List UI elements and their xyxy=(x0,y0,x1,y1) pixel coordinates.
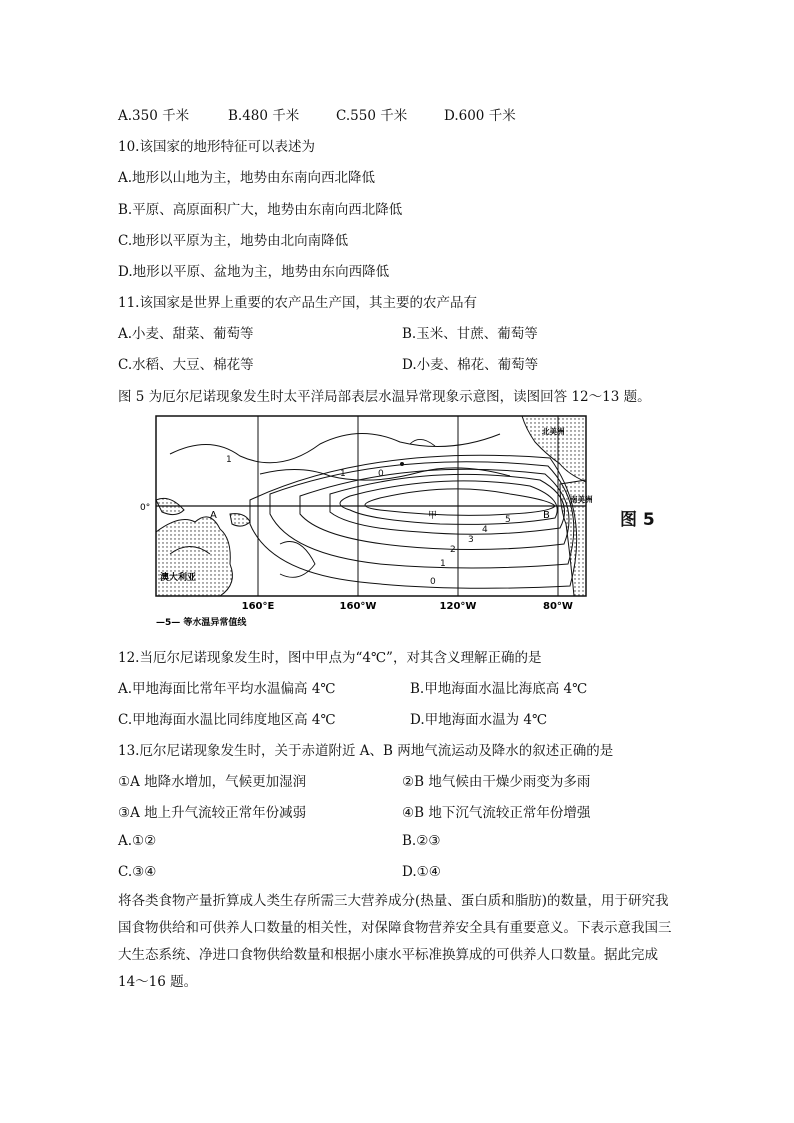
q11-option-d: D.小麦、棉花、葡萄等 xyxy=(402,357,539,373)
q12-option-d: D.甲地海面水温为 4℃ xyxy=(410,712,548,728)
isoline-value: 5 xyxy=(505,515,511,525)
q11-option-a: A.小麦、甜菜、葡萄等 xyxy=(118,326,254,342)
q9-option-b: B.480 千米 xyxy=(228,108,300,124)
q13-stem: 13.厄尔尼诺现象发生时，关于赤道附近 A、B 两地气流运动及降水的叙述正确的是 xyxy=(118,743,614,759)
q13-statement-3: ③A 地上升气流较正常年份减弱 xyxy=(118,805,307,821)
point-jia-label: 甲 xyxy=(428,511,438,521)
q13-option-b: B.②③ xyxy=(402,833,441,849)
label-australia: 澳大利亚 xyxy=(160,573,197,583)
q10-option-a: A.地形以山地为主，地势由东南向西北降低 xyxy=(118,170,376,186)
lon-label: 80°W xyxy=(543,601,573,612)
q12-option-c: C.甲地海面水温比同纬度地区高 4℃ xyxy=(118,712,336,728)
isoline-value: 0 xyxy=(378,469,384,479)
isoline-value: 2 xyxy=(450,545,456,555)
q13-statement-1: ①A 地降水增加，气候更加湿润 xyxy=(118,774,307,790)
lon-label: 120°W xyxy=(439,601,477,612)
isoline-value: 1 xyxy=(340,469,346,479)
label-south-america: 南美洲 xyxy=(570,495,593,504)
island-dot xyxy=(400,462,404,466)
intro-12-13: 图 5 为厄尔尼诺现象发生时太平洋局部表层水温异常现象示意图，读图回答 12～13 题。 xyxy=(118,389,651,405)
map-legend: —5— 等水温异常值线 xyxy=(156,618,247,628)
q10-option-c: C.地形以平原为主，地势由北向南降低 xyxy=(118,233,349,249)
q13-statement-4: ④B 地下沉气流较正常年份增强 xyxy=(402,805,591,821)
q11-option-c: C.水稻、大豆、棉花等 xyxy=(118,357,254,373)
q12-stem: 12.当厄尔尼诺现象发生时，图中甲点为“4℃”，对其含义理解正确的是 xyxy=(118,650,542,666)
q10-option-b: B.平原、高原面积广大，地势由东南向西北降低 xyxy=(118,202,403,218)
isoline-value: 1 xyxy=(440,559,446,569)
q12-option-b: B.甲地海面水温比海底高 4℃ xyxy=(410,681,588,697)
q9-option-c: C.550 千米 xyxy=(336,108,408,124)
isoline-value: 4 xyxy=(482,525,488,535)
intro-14-16: 将各类食物产量折算成人类生存所需三大营养成分(热量、蛋白质和脂肪)的数量，用于研究我国食物供给和可供养人口数量的相关性，对保障食物营养安全具有重要意义。下表示意我国三大生态系统、净进口食物供给数量和根据小康水平标准换算成的可供养人口数量。据此完成 14～16 题。 xyxy=(118,893,672,990)
el-nino-sst-anomaly-map xyxy=(140,414,600,629)
lon-label: 160°E xyxy=(241,601,275,612)
label-north-america: 北美洲 xyxy=(542,427,565,436)
isoline-value: 0 xyxy=(430,577,436,587)
q11-option-b: B.玉米、甘蔗、葡萄等 xyxy=(402,326,538,342)
q13-option-c: C.③④ xyxy=(118,864,157,880)
isoline-value: 1 xyxy=(226,455,232,465)
q10-option-d: D.地形以平原、盆地为主，地势由东向西降低 xyxy=(118,264,390,280)
q11-stem: 11.该国家是世界上重要的农产品生产国，其主要的农产品有 xyxy=(118,295,477,311)
q12-option-a: A.甲地海面比常年平均水温偏高 4℃ xyxy=(118,681,336,697)
point-a-label: A xyxy=(210,510,217,521)
q13-option-d: D.①④ xyxy=(402,864,441,880)
point-b-label: B xyxy=(543,510,550,521)
q10-stem: 10.该国家的地形特征可以表述为 xyxy=(118,139,315,155)
q13-statement-2: ②B 地气候由干燥少雨变为多雨 xyxy=(402,774,591,790)
q9-option-d: D.600 千米 xyxy=(444,108,516,124)
figure-label: 图 5 xyxy=(620,510,655,530)
lon-label: 160°W xyxy=(339,601,377,612)
q9-option-a: A.350 千米 xyxy=(118,108,190,124)
equator-label: 0° xyxy=(140,503,151,513)
isoline-value: 3 xyxy=(468,535,474,545)
q13-option-a: A.①② xyxy=(118,833,157,849)
